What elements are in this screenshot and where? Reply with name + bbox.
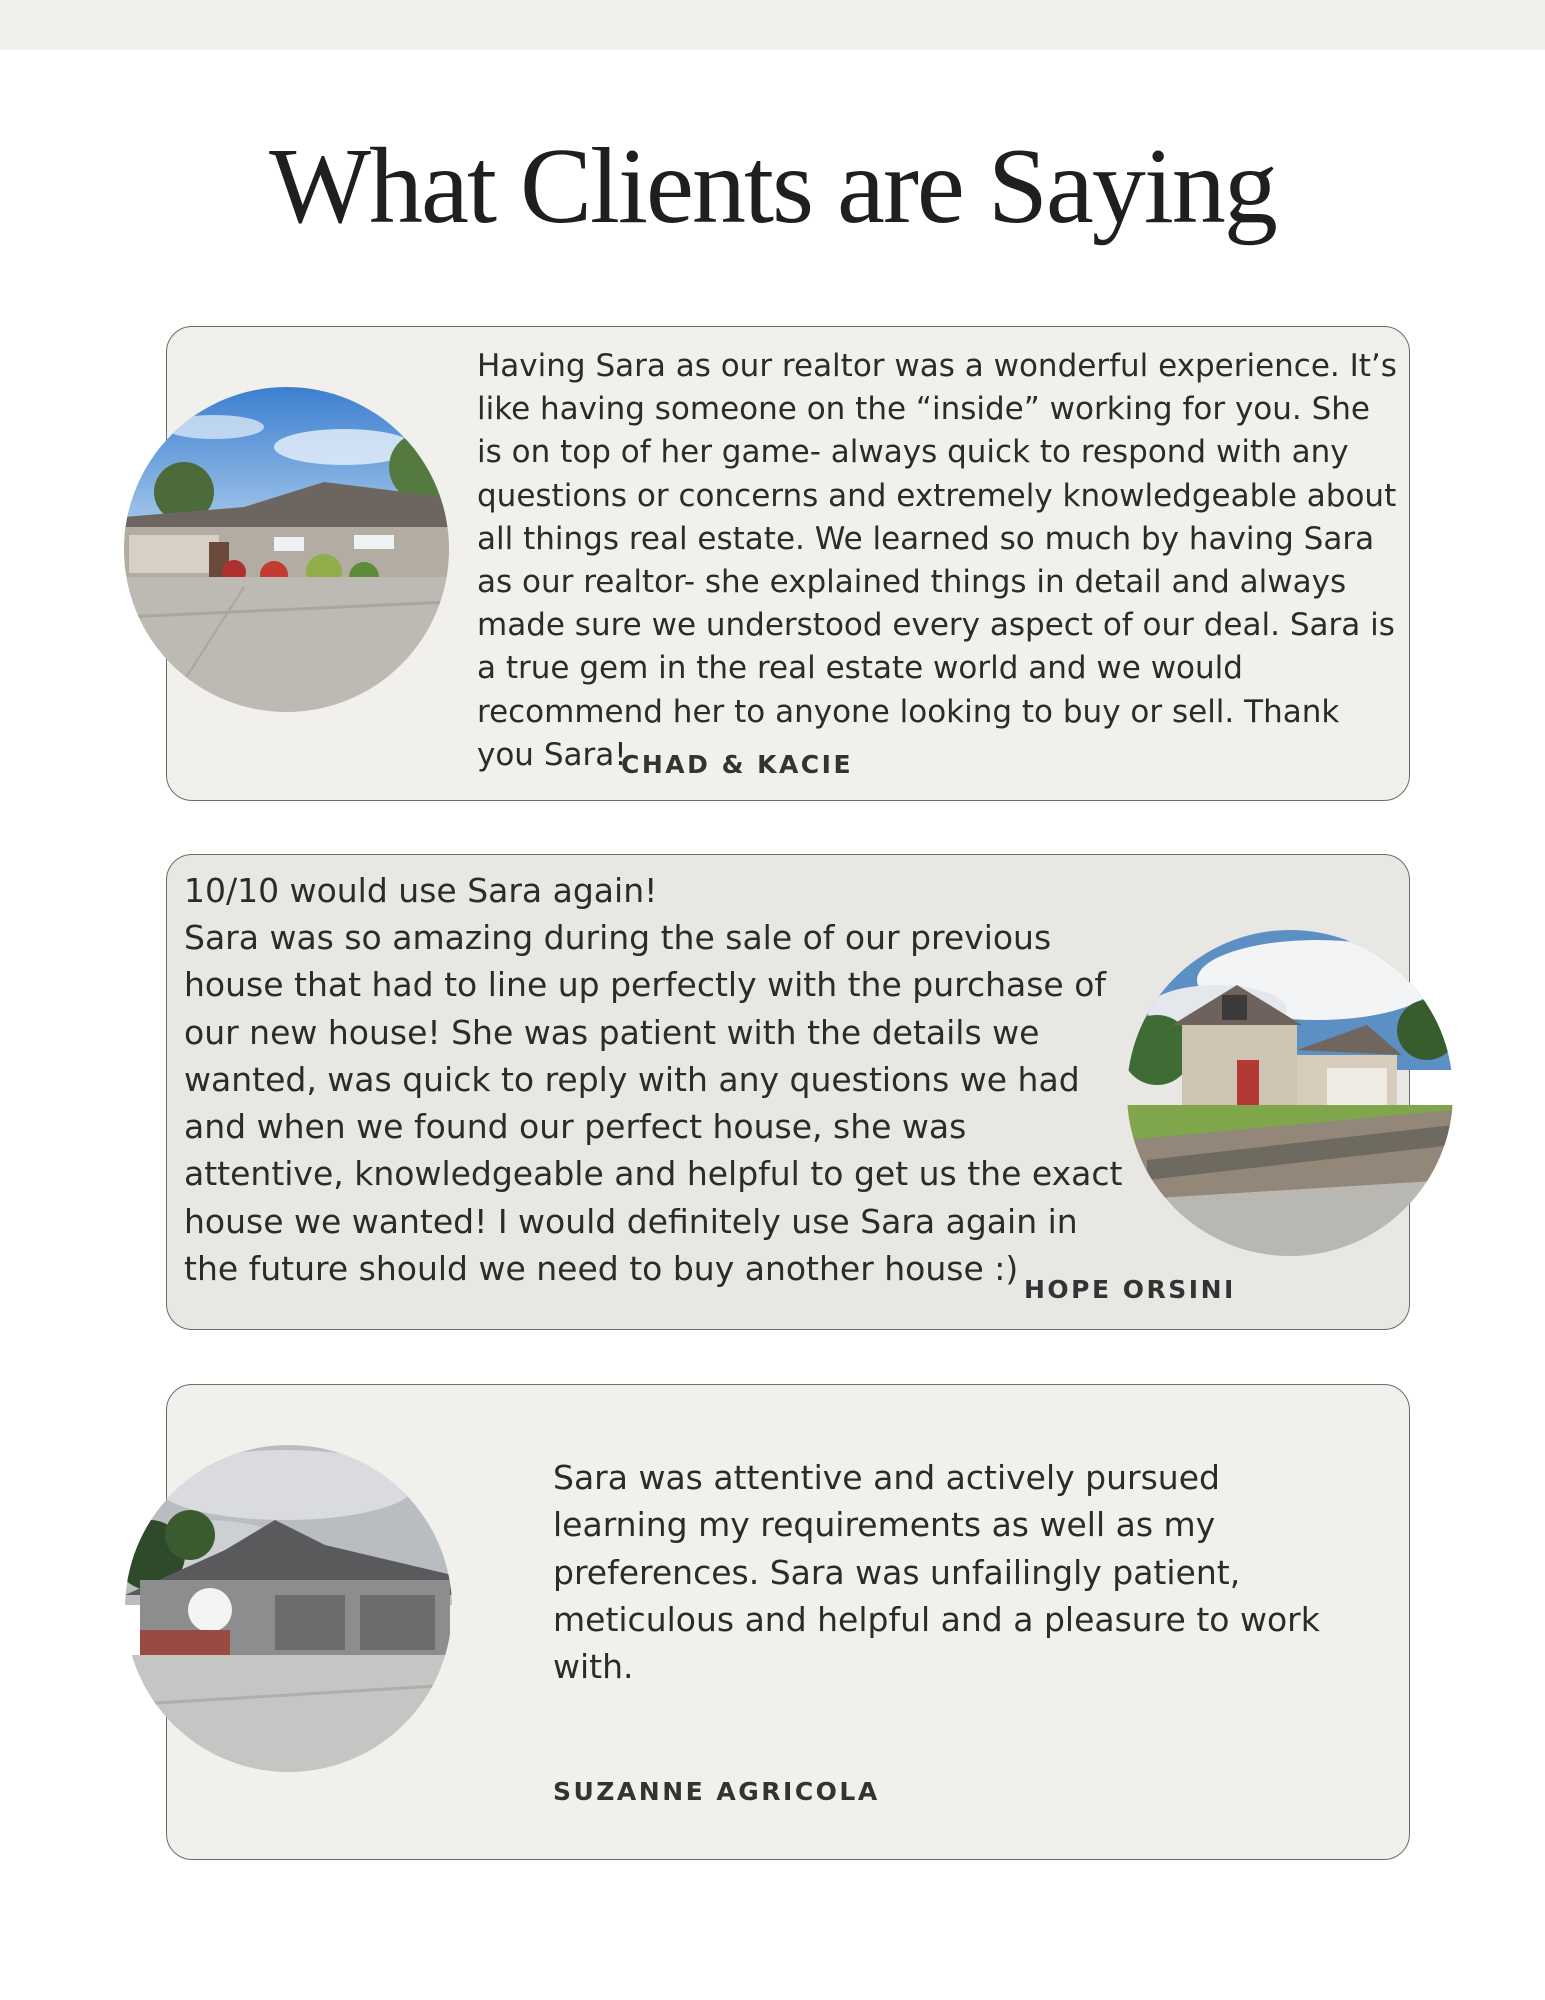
testimonial-2-heading: 10/10 would use Sara again!	[184, 871, 658, 910]
testimonial-1-quote: Having Sara as our realtor was a wonderful experience. It’s like having someone on the “inside” working for you. She is on top of her game- always quick to respond with any questions or concerns and extremely knowledgeable about all things real estate. We learned so much by having Sara as our realtor- she explained things in detail and always made sure we understood every aspect of our deal. Sara is a true gem in the real estate world and we would recommend her to anyone looking to buy or sell. Thank you Sara!	[477, 348, 1397, 773]
testimonial-3-author: SUZANNE AGRICOLA	[553, 1777, 880, 1806]
house-photo-two-story	[1127, 930, 1453, 1256]
page-title: What Clients are Saying	[269, 127, 1276, 246]
top-band	[0, 0, 1545, 50]
testimonial-1-author: CHAD & KACIE	[621, 750, 854, 779]
testimonial-2-quote: Sara was so amazing during the sale of our previous house that had to line up perfectly with the purchase of our new house! She was patient with the details we wanted, was quick to reply with any questions we had and when we found our perfect house, she was attentive, knowledgeable and helpful to get us the exact house we wanted! I would definitely use Sara again in the future should we need to buy another house :)	[184, 918, 1123, 1289]
house-photo-ranch	[124, 387, 449, 712]
testimonial-2-author: HOPE ORSINI	[1024, 1275, 1236, 1304]
house-photo-gray	[125, 1445, 452, 1772]
testimonial-3-quote: Sara was attentive and actively pursued learning my requirements as well as my preferences. Sara was unfailingly patient, meticulous and helpful and a pleasure to work with.	[553, 1458, 1320, 1687]
